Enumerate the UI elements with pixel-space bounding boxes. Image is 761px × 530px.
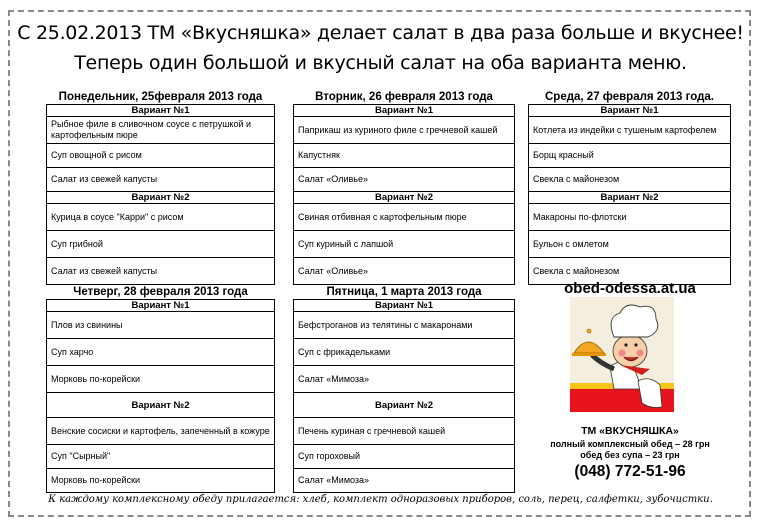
dish: Суп гороховый xyxy=(294,445,515,469)
variant2-label: Вариант №2 xyxy=(47,393,275,418)
dish: Капустняк xyxy=(294,144,515,168)
day-friday xyxy=(293,285,515,493)
variant2-label: Вариант №2 xyxy=(529,192,731,204)
footer-note: К каждому комплексному обеду прилагается: хлеб, комплект одноразовых приборов, соль, перец, салфетки, зубочистки. xyxy=(48,494,713,505)
dish: Плов из свинины xyxy=(47,312,275,339)
dish: Котлета из индейки с тушеным картофелем xyxy=(529,117,731,144)
dish: Бульон с омлетом xyxy=(529,231,731,258)
dish: Салат «Мимоза» xyxy=(294,469,515,493)
dish: Бефстроганов из телятины с макаронами xyxy=(294,312,515,339)
website-link[interactable]: obed-odessa.at.ua xyxy=(564,280,696,297)
dish: Свиная отбивная с картофельным пюре xyxy=(294,204,515,231)
dish: Салат «Мимоза» xyxy=(294,366,515,393)
dish: Салат «Оливье» xyxy=(294,168,515,192)
variant1-label: Вариант №1 xyxy=(294,105,515,117)
variant1-label: Вариант №1 xyxy=(47,300,275,312)
variant1-label: Вариант №1 xyxy=(47,105,275,117)
brand-info xyxy=(528,425,732,481)
dish: Паприкаш из куриного филе с гречневой кашей xyxy=(294,117,515,144)
menu-table xyxy=(293,299,515,493)
brand-name: ТМ «ВКУСНЯШКА» xyxy=(581,425,679,437)
dish: Венские сосиски и картофель, запеченный в кожуре xyxy=(47,418,275,445)
dish: Морковь по-корейски xyxy=(47,469,275,493)
day-thursday xyxy=(46,285,275,493)
dish: Салат «Оливье» xyxy=(294,258,515,285)
dish: Суп харчо xyxy=(47,339,275,366)
day-title: Среда, 27 февраля 2013 года. xyxy=(545,91,714,103)
menu-table xyxy=(46,104,275,285)
phone-number: (048) 772-51-96 xyxy=(574,463,686,480)
dish: Суп с фрикадельками xyxy=(294,339,515,366)
cloche-tray xyxy=(572,353,606,356)
menu-table xyxy=(528,104,731,285)
price-full: полный комплексный обед – 28 грн xyxy=(550,439,710,449)
dish: Рыбное филе в сливочном соусе с петрушкой и картофельным пюре xyxy=(47,117,275,144)
day-title: Понедельник, 25февраля 2013 года xyxy=(58,91,263,103)
day-title: Вторник, 26 февраля 2013 года xyxy=(315,91,493,103)
dish: Суп овощной с рисом xyxy=(47,144,275,168)
variant2-label: Вариант №2 xyxy=(294,393,515,418)
menu-table xyxy=(293,104,515,285)
headline-line2: Теперь один большой и вкусный салат на оба варианта меню. xyxy=(74,52,687,74)
variant1-label: Вариант №1 xyxy=(529,105,731,117)
chef-mascot-image xyxy=(570,297,674,412)
day-monday xyxy=(46,90,275,285)
dish: Печень куриная с гречневой кашей xyxy=(294,418,515,445)
dish: Салат из свежей капусты xyxy=(47,258,275,285)
dish: Суп "Сырный" xyxy=(47,445,275,469)
day-title: Пятница, 1 марта 2013 года xyxy=(326,286,482,298)
dish: Суп куриный с лапшой xyxy=(294,231,515,258)
dish: Морковь по-корейски xyxy=(47,366,275,393)
day-tuesday xyxy=(293,90,515,285)
dish: Свекла с майонезом xyxy=(529,258,731,285)
menu-table xyxy=(46,299,275,493)
day-title: Четверг, 28 февраля 2013 года xyxy=(73,286,248,298)
chef-cheek xyxy=(619,350,626,357)
dish: Курица в соусе "Карри" с рисом xyxy=(47,204,275,231)
price-no-soup: обед без супа – 23 грн xyxy=(580,450,680,460)
variant1-label: Вариант №1 xyxy=(294,300,515,312)
dish: Салат из свежей капусты xyxy=(47,168,275,192)
headline-line1: С 25.02.2013 ТМ «Вкусняшка» делает салат в два раза больше и вкуснее! xyxy=(17,22,744,44)
dish: Суп грибной xyxy=(47,231,275,258)
variant2-label: Вариант №2 xyxy=(47,192,275,204)
day-wednesday xyxy=(528,90,731,285)
variant2-label: Вариант №2 xyxy=(294,192,515,204)
dish: Свекла с майонезом xyxy=(529,168,731,192)
chef-cheek xyxy=(637,350,644,357)
dish: Борщ красный xyxy=(529,144,731,168)
dish: Макароны по-флотски xyxy=(529,204,731,231)
